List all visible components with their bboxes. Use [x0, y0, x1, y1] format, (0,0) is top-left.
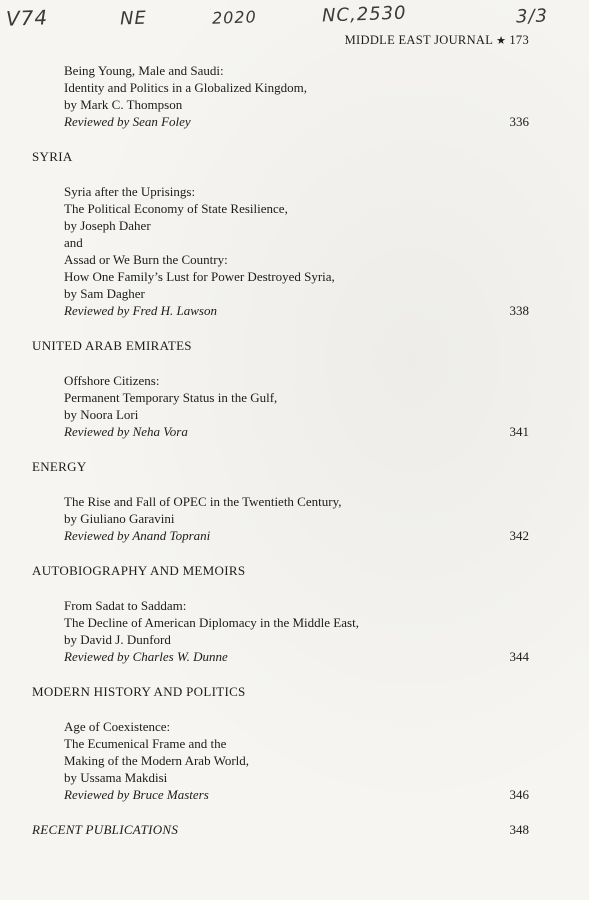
spacer	[32, 803, 529, 821]
running-head	[345, 33, 529, 48]
handwritten-fraction: 3/3	[515, 5, 549, 28]
entry-page-number: 338	[509, 303, 529, 318]
entry-line: Assad or We Burn the Country:	[64, 252, 228, 267]
entry-line: Being Young, Male and Saudi:	[64, 63, 224, 78]
recent-publications-row	[32, 821, 529, 838]
entry-page-number: 342	[509, 528, 529, 543]
section-heading: UNITED ARAB EMIRATES	[32, 338, 192, 353]
handwritten-number: NC,2530	[321, 2, 407, 27]
recent-publications-page: 348	[509, 822, 529, 837]
entry-line: Age of Coexistence:	[64, 719, 171, 734]
entry-line: Offshore Citizens:	[64, 373, 160, 388]
section-heading: SYRIA	[32, 149, 73, 164]
entry-page-number: 346	[509, 787, 529, 802]
section-heading: ENERGY	[32, 459, 87, 474]
recent-publications-heading: RECENT PUBLICATIONS	[32, 822, 179, 837]
table-of-contents	[32, 62, 529, 838]
star-icon: ★	[496, 35, 507, 47]
review-entry	[32, 493, 529, 544]
review-entry	[32, 183, 529, 319]
spacer	[32, 665, 529, 683]
entry-line: The Decline of American Diplomacy in the Middle East,	[64, 615, 359, 630]
journal-name: MIDDLE EAST JOURNAL	[344, 33, 494, 47]
spacer	[32, 579, 529, 597]
spacer	[32, 440, 529, 458]
entry-reviewer: Reviewed by Bruce Masters	[64, 787, 209, 802]
spacer	[32, 354, 529, 372]
section-heading: MODERN HISTORY AND POLITICS	[32, 684, 246, 699]
entry-line: Making of the Modern Arab World,	[64, 753, 250, 768]
entry-reviewer: Reviewed by Fred H. Lawson	[64, 303, 217, 318]
entry-line: by Giuliano Garavini	[64, 511, 175, 526]
spacer	[32, 544, 529, 562]
running-head-page: 173	[509, 33, 529, 47]
entry-line: by Ussama Makdisi	[64, 770, 168, 785]
entry-line: by Mark C. Thompson	[64, 97, 183, 112]
entry-line: by Noora Lori	[64, 407, 139, 422]
handwritten-season: NE	[119, 7, 148, 30]
entry-reviewer: Reviewed by Neha Vora	[64, 424, 188, 439]
entry-line: by Sam Dagher	[64, 286, 145, 301]
spacer	[32, 130, 529, 148]
entry-reviewer: Reviewed by Charles W. Dunne	[64, 649, 228, 664]
review-entry	[32, 597, 529, 665]
entry-line: Syria after the Uprisings:	[64, 184, 196, 199]
handwritten-annotation	[0, 4, 589, 32]
spacer	[32, 319, 529, 337]
spacer	[32, 700, 529, 718]
entry-line: How One Family’s Lust for Power Destroyed Syria,	[64, 269, 335, 284]
entry-reviewer: Reviewed by Anand Toprani	[64, 528, 211, 543]
spacer	[32, 165, 529, 183]
entry-line: The Political Economy of State Resilience,	[64, 201, 288, 216]
entry-line: The Ecumenical Frame and the	[64, 736, 227, 751]
handwritten-year: 2020	[211, 7, 258, 28]
entry-line: and	[64, 235, 83, 250]
entry-line: Permanent Temporary Status in the Gulf,	[64, 390, 278, 405]
entry-reviewer: Reviewed by Sean Foley	[64, 114, 191, 129]
handwritten-volume: V74	[5, 5, 49, 31]
section-heading: AUTOBIOGRAPHY AND MEMOIRS	[32, 563, 246, 578]
review-entry	[32, 372, 529, 440]
entry-line: Identity and Politics in a Globalized Kingdom,	[64, 80, 307, 95]
entry-line: by Joseph Daher	[64, 218, 151, 233]
entry-page-number: 341	[509, 424, 529, 439]
entry-page-number: 344	[509, 649, 529, 664]
spacer	[32, 475, 529, 493]
review-entry	[32, 62, 529, 130]
review-entry	[32, 718, 529, 803]
entry-line: by David J. Dunford	[64, 632, 171, 647]
entry-line: From Sadat to Saddam:	[64, 598, 187, 613]
entry-page-number: 336	[509, 114, 529, 129]
entry-line: The Rise and Fall of OPEC in the Twentieth Century,	[64, 494, 342, 509]
